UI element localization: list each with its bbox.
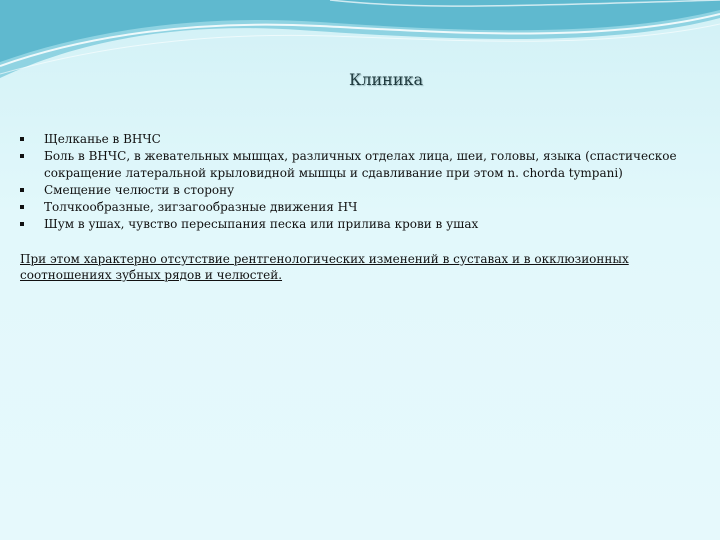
list-item	[20, 182, 680, 199]
bullet-text: Смещение челюсти в сторону	[44, 183, 235, 197]
square-bullet-icon	[20, 222, 24, 226]
list-item	[20, 216, 680, 233]
square-bullet-icon	[20, 205, 24, 209]
bullet-text: Шум в ушах, чувство пересыпания песка или прилива крови в ушах	[44, 217, 479, 231]
slide-title: Клиника	[348, 70, 424, 89]
bullet-text: Боль в ВНЧС, в жевательных мышцах, различных отделах лица, шеи, головы, языка (спастическое сокращение латеральной крыловидной мышцы и сдавливание при этом n. chorda tympani)	[44, 149, 677, 180]
bullet-text: Толчкообразные, зигзагообразные движения НЧ	[44, 200, 358, 214]
list-item	[20, 131, 680, 148]
square-bullet-icon	[20, 154, 24, 158]
list-item	[20, 148, 680, 182]
square-bullet-icon	[20, 188, 24, 192]
bullet-list	[20, 131, 680, 233]
square-bullet-icon	[20, 137, 24, 141]
summary-note: При этом характерно отсутствие рентгенологических изменений в суставах и в окклюзионных соотношениях зубных рядов и челюстей.	[20, 252, 629, 282]
list-item	[20, 199, 680, 216]
bullet-text: Щелканье в ВНЧС	[44, 132, 161, 146]
